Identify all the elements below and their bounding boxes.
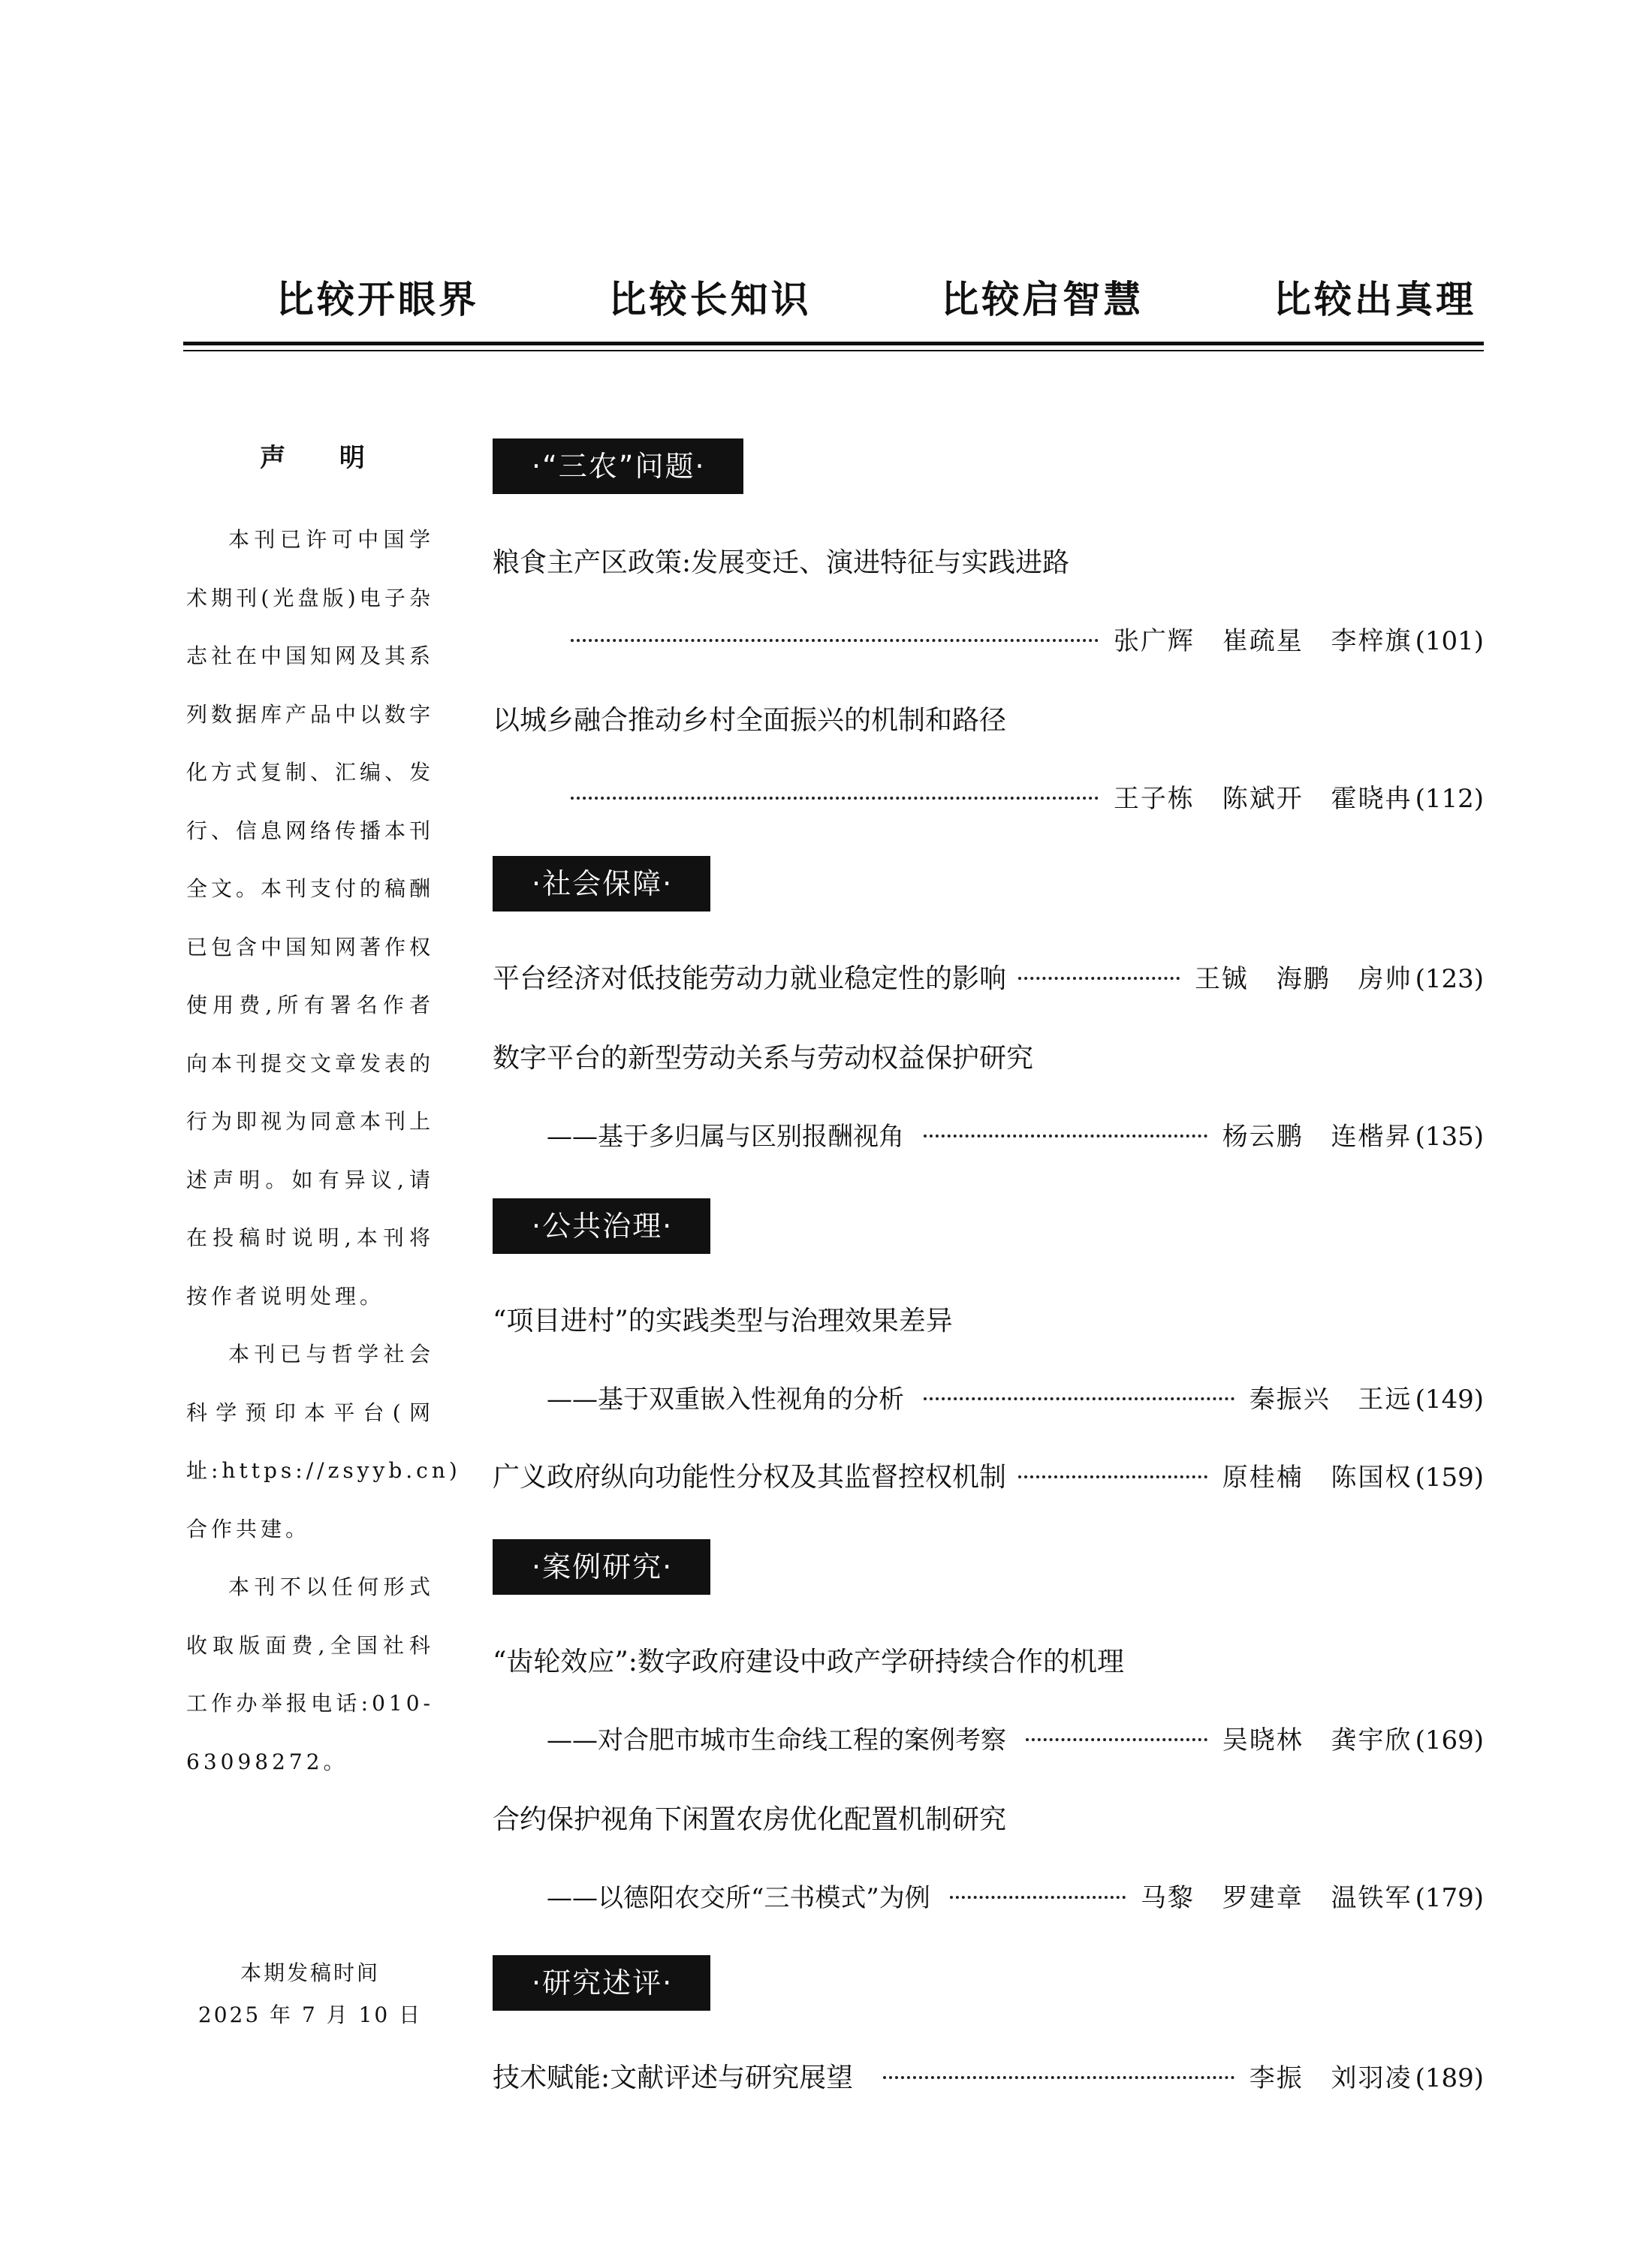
toc-entry-inline [493, 1455, 1484, 1500]
leader-dots [883, 2076, 1234, 2079]
toc-entry-authors: 王铖 海鹏 房帅 [1194, 964, 1412, 994]
toc-entry-page[interactable]: (123) [1415, 964, 1484, 994]
issue-label: 本期发稿时间 [240, 1960, 380, 1985]
toc-entry-page[interactable]: (149) [1415, 1385, 1484, 1415]
section-header: ·社会保障· [493, 856, 710, 912]
section-header: ·案例研究· [493, 1539, 710, 1595]
leader-dots [1018, 977, 1180, 980]
declaration-paragraph-1: 本刊已许可中国学术期刊(光盘版)电子杂志社在中国知网及其系列数据库产品中以数字化方式复制、汇编、发行、信息网络传播本刊全文。本刊支付的稿酬已包含中国知网著作权使用费,所有署名作者向本刊提交文章发表的行为即视为同意本刊上述声明。如有异议,请在投稿时说明,本刊将按作者说明处理。 [186, 527, 435, 1309]
toc-entry-page[interactable]: (189) [1415, 2063, 1484, 2093]
motto-2: 比较长知识 [608, 278, 812, 321]
motto-1: 比较开眼界 [276, 278, 479, 321]
leader-dots [950, 1896, 1126, 1899]
section-header: ·公共治理· [493, 1198, 710, 1254]
toc-entry-inline [493, 2056, 1484, 2101]
header-rule-thin [183, 350, 1484, 351]
motto-3: 比较启智慧 [941, 278, 1144, 321]
leader-dots [1026, 1738, 1207, 1741]
toc-entry-authors: 杨云鹏 连楷昇 [1222, 1122, 1412, 1152]
issue-info [186, 1952, 434, 2036]
toc-entry-page[interactable]: (169) [1415, 1725, 1484, 1755]
toc-entry-title[interactable]: 粮食主产区政策:发展变迁、演进特征与实践进路 [493, 547, 1070, 578]
toc-entry-authors: 张广辉 崔疏星 李梓旗 [1113, 626, 1412, 656]
section-header: ·研究述评· [493, 1955, 710, 2011]
section-public-governance [493, 1198, 710, 1254]
toc-entry-title[interactable]: “项目进村”的实践类型与治理效果差异 [493, 1306, 953, 1336]
leader-dots [924, 1135, 1207, 1138]
toc-entry-title[interactable]: 平台经济对低技能劳动力就业稳定性的影响 [493, 963, 1007, 994]
toc-entry-title[interactable]: “齿轮效应”:数字政府建设中政产学研持续合作的机理 [493, 1647, 1124, 1677]
leader-dots [571, 797, 1099, 800]
section-header: ·“三农”问题· [493, 438, 743, 494]
toc-entry-authors: 李振 刘羽凌 [1249, 2063, 1412, 2093]
toc-entry-authors: 王子栋 陈斌开 霍晓冉 [1113, 784, 1412, 814]
section-sannong [493, 438, 743, 494]
motto-4: 比较出真理 [1273, 278, 1476, 321]
toc-entry-authors: 吴晓林 龚宇欣 [1222, 1725, 1412, 1755]
leader-dots [924, 1397, 1234, 1400]
toc-entry-byline [560, 776, 1484, 821]
toc-entry-page[interactable]: (159) [1415, 1463, 1484, 1493]
toc-entry-byline [560, 619, 1484, 664]
declaration-title: 声 明 [260, 443, 387, 473]
toc-entry-byline [547, 1876, 1484, 1921]
toc-entry-page[interactable]: (179) [1415, 1883, 1484, 1913]
declaration-paragraph-2: 本刊已与哲学社会科学预印本平台(网址:https://zsyyb.cn)合作共建。 [186, 1342, 461, 1541]
toc-entry-subtitle: ——对合肥市城市生命线工程的案例考察 [547, 1725, 1006, 1755]
toc-entry-page[interactable]: (135) [1415, 1122, 1484, 1152]
toc-entry-title[interactable]: 广义政府纵向功能性分权及其监督控权机制 [493, 1462, 1007, 1493]
leader-dots [571, 639, 1099, 642]
toc-entry-subtitle: ——基于双重嵌入性视角的分析 [547, 1385, 904, 1415]
section-social-security [493, 856, 710, 912]
toc-entry-title[interactable]: 合约保护视角下闲置农房优化配置机制研究 [493, 1804, 1007, 1835]
declaration-sidebar [186, 435, 461, 1791]
toc-entry-byline [547, 1377, 1484, 1422]
toc-entry-authors: 原桂楠 陈国权 [1222, 1463, 1412, 1493]
toc-entry-subtitle: ——以德阳农交所“三书模式”为例 [547, 1883, 930, 1913]
toc-entry-page[interactable]: (101) [1415, 626, 1484, 656]
header-rule-thick [183, 342, 1484, 345]
issue-date: 2025 年 7 月 10 日 [197, 2002, 423, 2027]
toc-entry-title[interactable]: 数字平台的新型劳动关系与劳动权益保护研究 [493, 1043, 1034, 1074]
toc-entry-subtitle: ——基于多归属与区别报酬视角 [547, 1122, 904, 1152]
motto-banner [183, 273, 1484, 326]
toc-entry-byline [547, 1718, 1484, 1763]
toc-entry-authors: 秦振兴 王远 [1249, 1385, 1412, 1415]
toc-entry-page[interactable]: (112) [1415, 784, 1484, 814]
toc-entry-title[interactable]: 技术赋能:文献评述与研究展望 [493, 2063, 854, 2093]
toc-entry-inline [493, 957, 1484, 1002]
toc-entry-authors: 马黎 罗建章 温铁军 [1140, 1883, 1412, 1913]
section-research-review [493, 1955, 710, 2011]
toc-entry-byline [547, 1114, 1484, 1159]
section-case-study [493, 1539, 710, 1595]
leader-dots [1018, 1475, 1207, 1478]
toc-entry-title[interactable]: 以城乡融合推动乡村全面振兴的机制和路径 [493, 705, 1007, 736]
declaration-paragraph-3: 本刊不以任何形式收取版面费,全国社科工作办举报电话:010-63098272。 [186, 1574, 434, 1774]
